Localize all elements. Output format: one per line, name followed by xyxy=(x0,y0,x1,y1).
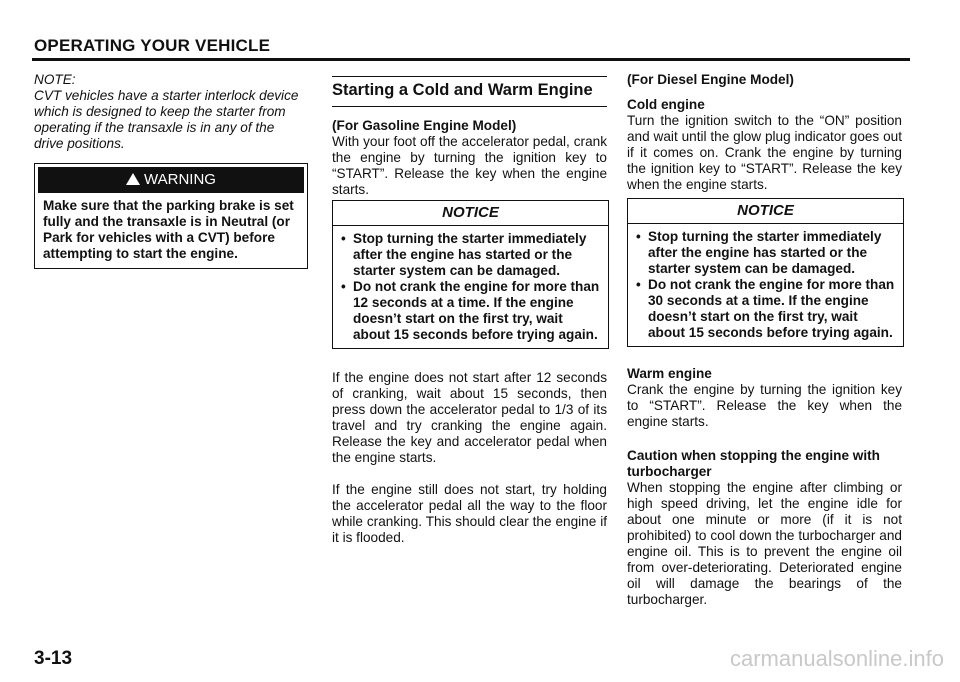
notice-item: • Do not crank the engine for more than 12 seconds at a time. If the engine doesn’t start on the first try, wait about 15 seconds before trying again. xyxy=(341,279,600,342)
notice-box-diesel xyxy=(627,198,904,347)
note-text: NOTE: CVT vehicles have a starter interlock device which is designed to keep the starter from operating if the transaxle is in any of the drive positions. xyxy=(34,72,299,151)
diesel-heading: (For Diesel Engine Model) xyxy=(627,72,794,87)
turbo-text: When stopping the engine after climbing or high speed driving, let the engine idle for about one minute or more (if it is not prohibited) to cool down the turbocharger and engine oil. This is to prevent the engine oil from over-deteriorating. Deteriorated engine oil will damage the bearings of the turbocharger. xyxy=(627,480,902,607)
warning-triangle-icon xyxy=(126,173,140,185)
watermark: carmanualsonline.info xyxy=(729,646,944,671)
bullet-icon: • xyxy=(341,231,346,246)
page-header-title: OPERATING YOUR VEHICLE xyxy=(34,36,271,55)
gasoline-text: With your foot off the accelerator pedal, crank the engine by turning the ignition key to “START”. Release the key when the engine starts. xyxy=(332,134,607,197)
bullet-icon: • xyxy=(341,279,346,294)
gasoline-section xyxy=(332,118,607,198)
warning-text: Make sure that the parking brake is set fully and the transaxle is in Neutral (or Park for vehicles with a CVT) before attempting to start the engine. xyxy=(43,198,294,261)
notice-title: NOTICE xyxy=(628,199,903,224)
header-rule xyxy=(32,58,910,61)
notice-title: NOTICE xyxy=(333,201,608,226)
warm-engine-heading: Warm engine xyxy=(627,366,712,381)
cold-start-paragraphs xyxy=(332,370,607,546)
turbo-heading: Caution when stopping the engine with turbocharger xyxy=(627,448,880,479)
notice-item: • Stop turning the starter immediately after the engine has started or the starter system can be damaged. xyxy=(636,229,882,276)
cold-engine-text: Turn the ignition switch to the “ON” position and wait until the glow plug indicator goes out if it comes on. Crank the engine by turning the ignition key to “START”. Release the key when the engine starts. xyxy=(627,113,902,192)
warning-box xyxy=(34,163,308,269)
bullet-icon: • xyxy=(636,277,641,292)
paragraph: If the engine does not start after 12 seconds of cranking, wait about 15 seconds, then press down the accelerator pedal to 1/3 of its travel and try cranking the engine again. Release the key and accelerator pedal when the engine starts. xyxy=(332,370,607,465)
cold-engine-heading: Cold engine xyxy=(627,97,705,112)
page-number: 3-13 xyxy=(34,648,73,669)
warning-title: WARNING xyxy=(144,171,216,188)
paragraph: If the engine still does not start, try holding the accelerator pedal all the way to the floor while cranking. This should clear the engine if it is flooded. xyxy=(332,482,607,545)
diesel-section xyxy=(627,72,902,193)
warm-engine-text: Crank the engine by turning the ignition key to “START”. Release the key when the engine starts. xyxy=(627,382,902,429)
notice-box-gasoline xyxy=(332,200,609,349)
notice-item: • Do not crank the engine for more than 30 seconds at a time. If the engine doesn’t start on the first try, wait about 15 seconds before trying again. xyxy=(636,277,895,340)
warning-banner xyxy=(38,167,304,193)
section-title: Starting a Cold and Warm Engine xyxy=(332,76,607,107)
bullet-icon: • xyxy=(636,229,641,244)
gasoline-heading: (For Gasoline Engine Model) xyxy=(332,118,517,133)
notice-item: • Stop turning the starter immediately after the engine has started or the starter system can be damaged. xyxy=(341,231,587,278)
warm-engine-section xyxy=(627,366,902,608)
